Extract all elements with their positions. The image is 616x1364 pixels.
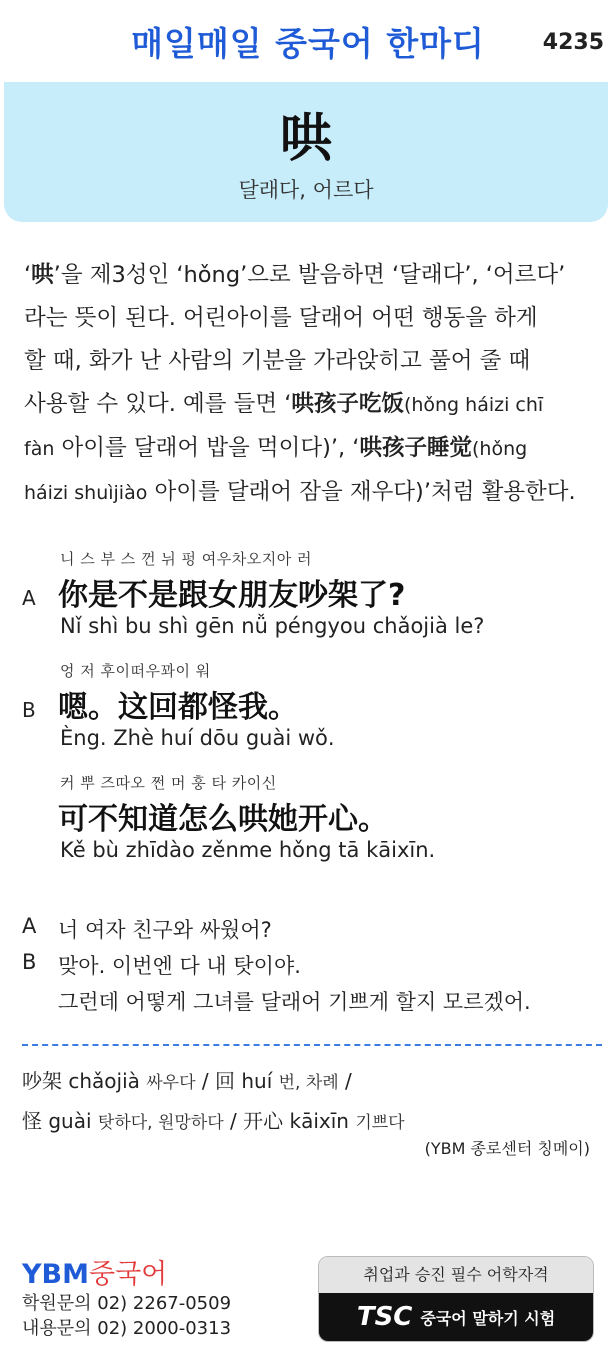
- vocab-meaning: 번, 차례: [278, 1073, 339, 1093]
- tsc-logo-bar: [319, 1293, 593, 1341]
- vocab-pinyin: huí: [241, 1069, 279, 1093]
- hero-character: 哄: [279, 109, 332, 169]
- ybm-footer: [22, 1252, 231, 1341]
- explanation-segment: (hǒng háizi chī: [403, 394, 544, 416]
- tel-academy: 학원문의 02) 2267-0509: [22, 1293, 232, 1314]
- explanation-segment: ’을 제3성인 ‘hǒng’으로 발음하면 ‘달래다’, ‘어르다’: [53, 262, 566, 288]
- vocab-meaning: 싸우다: [146, 1073, 196, 1093]
- explanation-text: [24, 254, 600, 515]
- hero-panel: [4, 82, 608, 222]
- chinese-sentence: 可不知道怎么哄她开心。: [58, 802, 388, 837]
- vocab-row: [22, 1062, 602, 1102]
- translation-text: 너 여자 친구와 싸웠어?: [58, 918, 272, 942]
- vocab-meaning: 기쁘다: [355, 1113, 405, 1133]
- example-phrase: 哄: [31, 262, 54, 288]
- issue-number: 4235: [542, 30, 604, 55]
- tsc-tagline: 취업과 승진 필수 어학자격: [319, 1257, 593, 1293]
- pinyin: Èng. Zhè huí dōu guài wǒ.: [60, 726, 335, 750]
- tel-content: 내용문의 02) 2000-0313: [22, 1318, 232, 1339]
- vocab-word: 回: [214, 1069, 242, 1093]
- explanation-segment: (hǒng: [471, 438, 528, 460]
- chinese-sentence: 你是不是跟女朋友吵架了?: [58, 578, 406, 613]
- explanation-segment: 할 때, 화가 난 사람의 기분을 가라앉히고 풀어 줄 때: [24, 348, 531, 374]
- explanation-segment: 라는 뜻이 된다. 어린아이를 달래어 어떤 행동을 하게: [24, 305, 538, 331]
- translation-text: 맞아. 이번엔 다 내 탓이야.: [58, 954, 301, 978]
- speaker-label: B: [22, 698, 36, 722]
- explanation-segment: 사용할 수 있다. 예를 들면 ‘: [24, 391, 292, 417]
- explanation-line: [24, 297, 600, 340]
- translation-text: 그런데 어떻게 그녀를 달래어 기쁘게 할지 모르겠어.: [58, 990, 531, 1014]
- explanation-segment: ‘: [24, 262, 32, 288]
- vocab-pinyin: guài: [48, 1109, 98, 1133]
- translation-speaker: B: [22, 950, 37, 974]
- explanation-line: [24, 383, 600, 427]
- divider: [22, 1044, 602, 1046]
- ybm-brand-sub: 중국어: [89, 1259, 168, 1290]
- explanation-segment: fàn: [24, 438, 55, 460]
- ybm-logo: [22, 1252, 231, 1291]
- explanation-segment: háizi shuìjiào: [24, 482, 148, 504]
- tsc-logo: TSC: [356, 1302, 413, 1332]
- vocab-pinyin: kāixīn: [289, 1109, 356, 1133]
- vocab-meaning: 탓하다, 원망하다: [97, 1113, 224, 1133]
- example-phrase: 哄孩子吃饭: [291, 391, 404, 417]
- vocab-word: 开心: [243, 1109, 290, 1133]
- tsc-banner[interactable]: [318, 1256, 594, 1342]
- explanation-line: [24, 254, 600, 297]
- korean-reading: 니 스 부 스 껀 뉘 펑 여우차오지아 러: [60, 550, 313, 568]
- hero-meaning: 달래다, 어르다: [238, 178, 374, 202]
- tsc-text: 중국어 말하기 시험: [420, 1308, 556, 1328]
- explanation-segment: 아이를 달래어 밥을 먹이다)’, ‘: [54, 435, 360, 461]
- vocabulary: [22, 1062, 602, 1142]
- vocab-word: 吵架: [22, 1069, 69, 1093]
- korean-reading: 엉 저 후이떠우꽈이 워: [60, 662, 211, 680]
- explanation-line: [24, 471, 600, 515]
- pinyin: Nǐ shì bu shì gēn nǚ péngyou chǎojià le?: [60, 614, 485, 638]
- speaker-label: A: [22, 586, 36, 610]
- credit: (YBM 종로센터 칭메이): [424, 1139, 590, 1158]
- korean-reading: 커 뿌 즈따오 쩐 머 훙 타 카이신: [60, 774, 277, 792]
- ybm-brand: YBM: [22, 1259, 89, 1290]
- pinyin: Kě bù zhīdào zěnme hǒng tā kāixīn.: [60, 838, 436, 862]
- explanation-line: [24, 427, 600, 471]
- explanation-line: [24, 340, 600, 383]
- vocab-word: 怪: [22, 1109, 49, 1133]
- translation-speaker: A: [22, 914, 37, 938]
- vocab-separator: /: [195, 1069, 215, 1093]
- vocab-separator: /: [338, 1069, 352, 1093]
- page-title: 매일매일 중국어 한마디: [131, 24, 485, 63]
- explanation-segment: 아이를 달래어 잠을 재우다)’처럼 활용한다.: [147, 479, 576, 505]
- example-phrase: 哄孩子睡觉: [359, 435, 472, 461]
- vocab-separator: /: [223, 1109, 244, 1133]
- vocab-pinyin: chǎojià: [68, 1069, 147, 1093]
- header: [0, 0, 616, 82]
- chinese-sentence: 嗯。这回都怪我。: [58, 690, 298, 725]
